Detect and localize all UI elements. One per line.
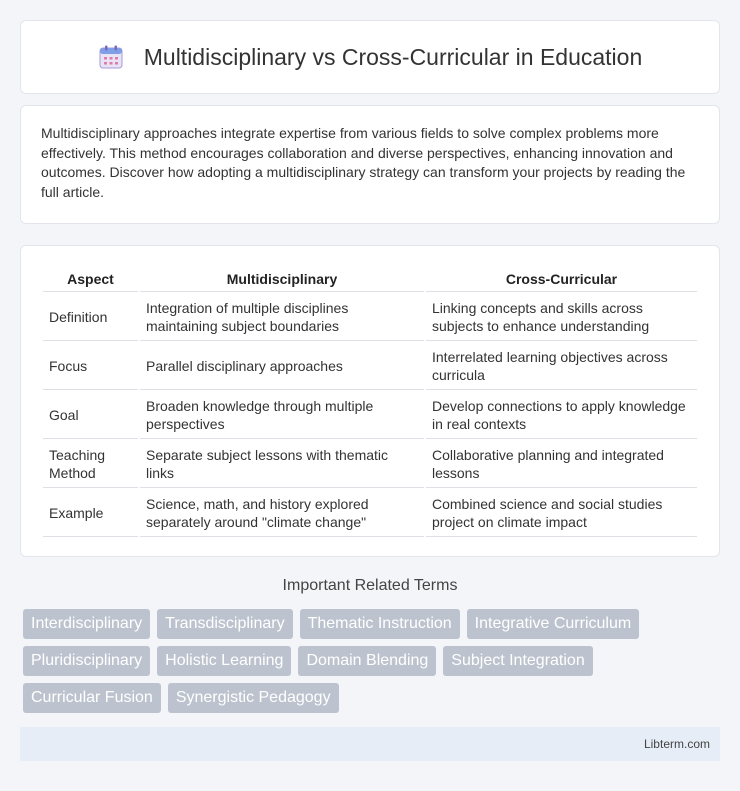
related-term-tag[interactable]: Interdisciplinary [23,609,150,639]
related-term-tag[interactable]: Transdisciplinary [157,609,292,639]
related-term-tag[interactable]: Synergistic Pedagogy [168,683,339,713]
page-title: Multidisciplinary vs Cross-Curricular in Education [143,43,643,70]
row-multidisciplinary: Separate subject lessons with thematic links [140,441,424,488]
table-header-row [43,266,697,292]
header-card [20,20,720,94]
table-row [43,490,697,537]
intro-text: Multidisciplinary approaches integrate expertise from various fields to solve complex problems more effectively. This method encourages collaboration and diverse perspectives, enhancing innovation and outcomes. Discover how adopting a multidisciplinary strategy can transform your projects by reading the full article. [41,125,686,200]
related-term-tag[interactable]: Thematic Instruction [300,609,460,639]
related-term-tag[interactable]: Subject Integration [443,646,592,676]
related-term-tag[interactable]: Integrative Curriculum [467,609,640,639]
calendar-icon [98,44,124,70]
table-row [43,441,697,488]
related-term-tag[interactable]: Pluridisciplinary [23,646,150,676]
row-cross-curricular: Collaborative planning and integrated lessons [426,441,697,488]
related-terms-title: Important Related Terms [282,577,458,594]
row-multidisciplinary: Integration of multiple disciplines maintaining subject boundaries [140,294,424,341]
row-aspect: Goal [43,392,138,439]
row-cross-curricular: Combined science and social studies project on climate impact [426,490,697,537]
related-term-tag[interactable]: Holistic Learning [157,646,291,676]
related-term-tag[interactable]: Curricular Fusion [23,683,161,713]
header-cross-curricular: Cross-Curricular [426,266,697,292]
table-row [43,343,697,390]
header-multidisciplinary: Multidisciplinary [140,266,424,292]
header-aspect: Aspect [43,266,138,292]
row-aspect: Definition [43,294,138,341]
row-cross-curricular: Interrelated learning objectives across curricula [426,343,697,390]
row-aspect: Focus [43,343,138,390]
table-row [43,392,697,439]
related-terms-list [23,609,703,713]
intro-card [20,105,720,224]
row-multidisciplinary: Broaden knowledge through multiple perspectives [140,392,424,439]
comparison-table [41,264,699,539]
footer-site-link[interactable]: Libterm.com [643,737,710,751]
row-multidisciplinary: Parallel disciplinary approaches [140,343,424,390]
row-aspect: Example [43,490,138,537]
comparison-table-card [20,245,720,557]
table-row [43,294,697,341]
row-aspect: Teaching Method [43,441,138,488]
row-cross-curricular: Linking concepts and skills across subjects to enhance understanding [426,294,697,341]
footer [20,727,720,761]
row-multidisciplinary: Science, math, and history explored separately around "climate change" [140,490,424,537]
row-cross-curricular: Develop connections to apply knowledge in real contexts [426,392,697,439]
related-term-tag[interactable]: Domain Blending [298,646,436,676]
